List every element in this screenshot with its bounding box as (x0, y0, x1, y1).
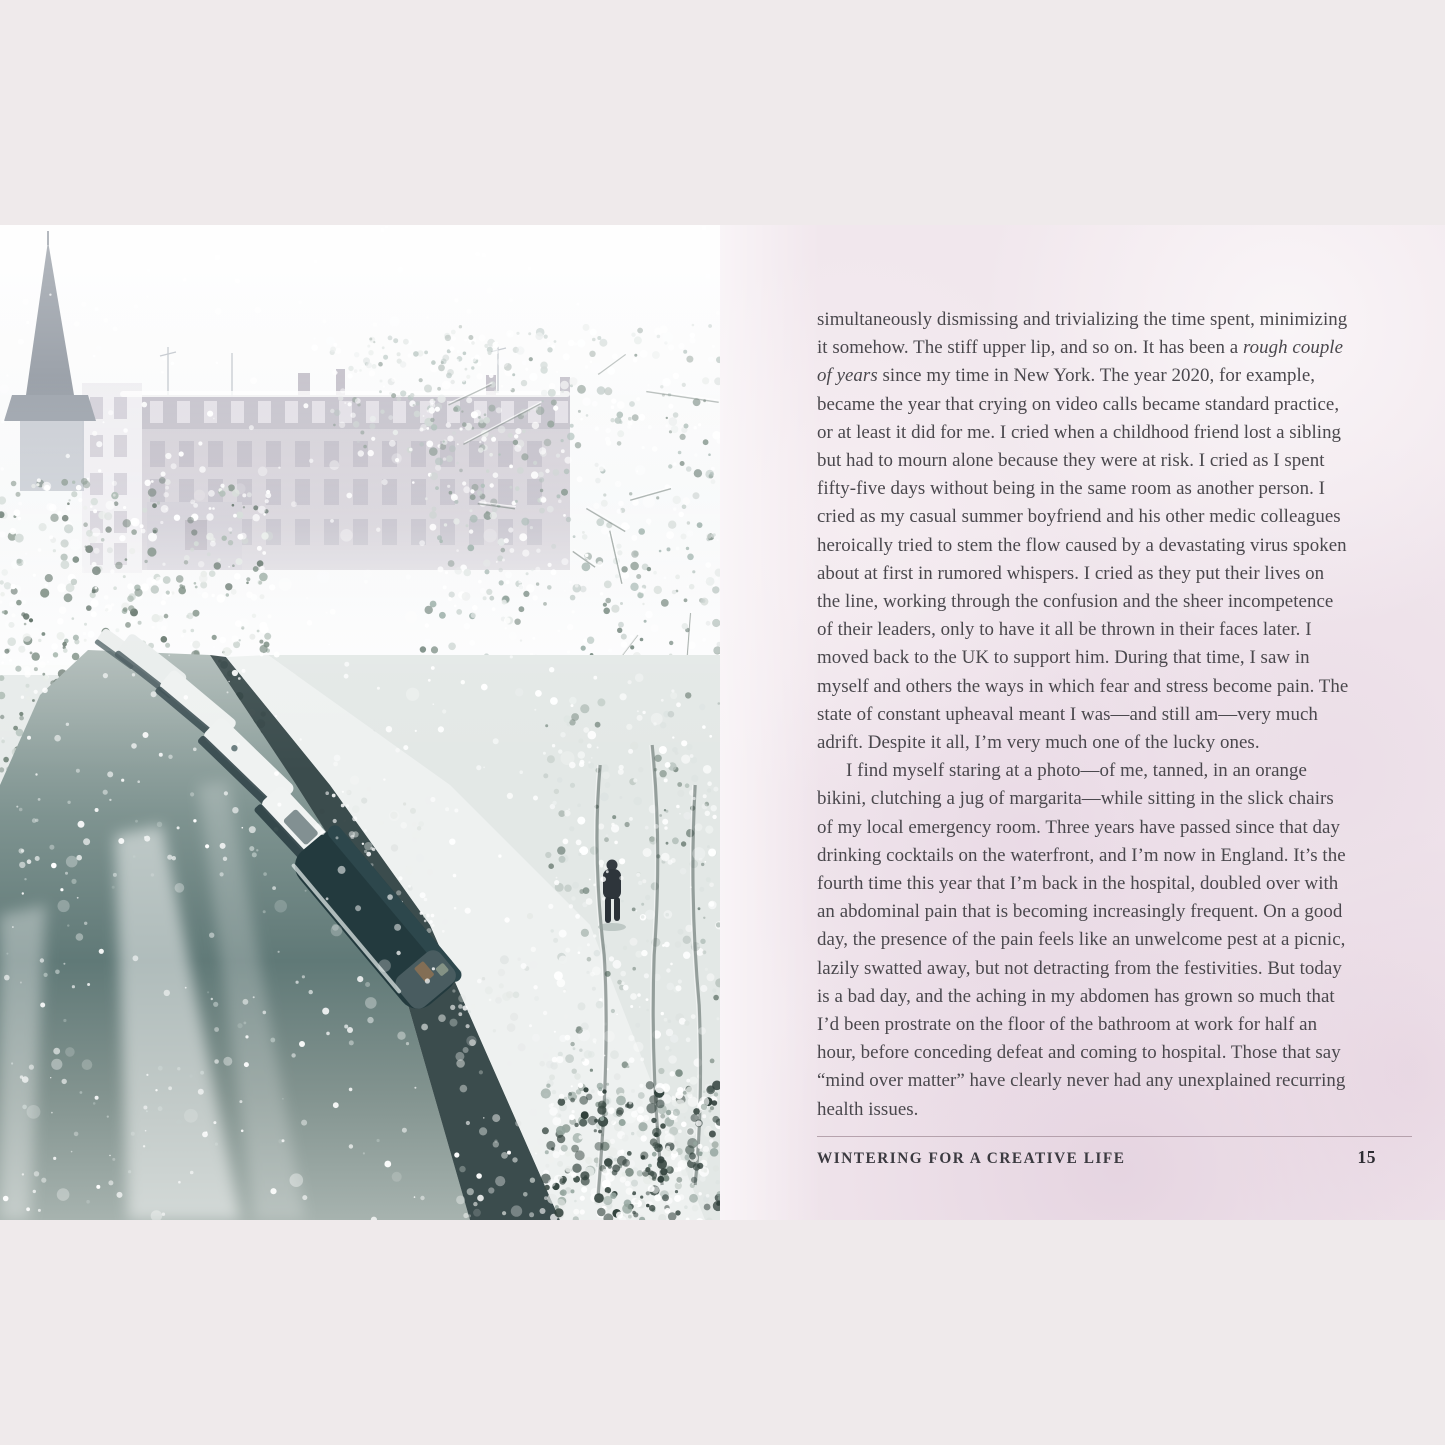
text-line: the line, working through the confusion and the sheer incompetence (817, 591, 1334, 613)
text-line: bikini, clutching a jug of margarita—while sitting in the slick chairs (817, 788, 1334, 810)
text-line: but had to mourn alone because they were at risk. I cried as I spent (817, 450, 1325, 472)
text-line: of years since my time in New York. The year 2020, for example, (817, 365, 1316, 387)
text-line: “mind over matter” have clearly never had any unexplained recurring (817, 1070, 1346, 1092)
text-line: day, the presence of the pain feels like an unwelcome pest at a picnic, (817, 929, 1346, 951)
text-line: cried as my casual summer boyfriend and his other medic colleagues (817, 506, 1341, 528)
text-line: simultaneously dismissing and trivializing the time spent, minimizing (817, 309, 1348, 330)
page-footer (817, 1136, 1412, 1168)
text-line: about at first in rumored whispers. I cried as they put their lives on (817, 562, 1325, 584)
text-line: is a bad day, and the aching in my abdomen has grown so much that (817, 985, 1335, 1007)
text-line: an abdominal pain that is becoming increasingly frequent. On a good (817, 901, 1343, 923)
text-line: hour, before conceding defeat and coming to hospital. Those that say (817, 1042, 1341, 1064)
book-spread (0, 225, 1445, 1220)
text-line: it somehow. The stiff upper lip, and so on. It has been a rough couple (817, 337, 1344, 359)
text-line: became the year that crying on video calls became standard practice, (817, 393, 1340, 415)
text-line: fifty-five days without being in the same room as another person. I (817, 478, 1326, 500)
text-line: or at least it did for me. I cried when a childhood friend lost a sibling (817, 421, 1342, 443)
book-page (720, 225, 1445, 1220)
text-line: drinking cocktails on the waterfront, and I’m now in England. It’s the (817, 844, 1346, 866)
body-text (817, 306, 1407, 1124)
text-line: adrift. Despite it all, I’m very much one of the lucky ones. (817, 732, 1260, 754)
text-line: state of constant upheaval meant I was—and still am—very much (817, 703, 1318, 725)
text-line: moved back to the UK to support him. During that time, I saw in (817, 647, 1310, 669)
text-line: fourth time this year that I’m back in the hospital, doubled over with (817, 873, 1339, 895)
light-veil (0, 225, 720, 1220)
page-number: 15 (1357, 1147, 1376, 1167)
text-line: of their leaders, only to have it all be thrown in their faces later. I (817, 619, 1312, 641)
text-line: I find myself staring at a photo—of me, tanned, in an orange (846, 760, 1307, 782)
text-line: myself and others the ways in which fear and stress become pain. The (817, 675, 1349, 697)
footer-row (817, 1147, 1412, 1168)
text-line: of my local emergency room. Three years have passed since that day (817, 816, 1340, 838)
canal-photo (0, 225, 720, 1220)
text-line: health issues. (817, 1098, 919, 1120)
text-line: heroically tried to stem the flow caused by a devastating virus spoken (817, 534, 1347, 556)
text-line: I’d been prostrate on the floor of the bathroom at work for half an (817, 1014, 1318, 1036)
text-line: lazily swatted away, but not detracting from the festivities. But today (817, 957, 1342, 979)
running-title: WINTERING FOR A CREATIVE LIFE (817, 1150, 1126, 1167)
snowy-canal-photo-illustration (0, 225, 720, 1220)
footer-rule-divider (817, 1136, 1412, 1137)
